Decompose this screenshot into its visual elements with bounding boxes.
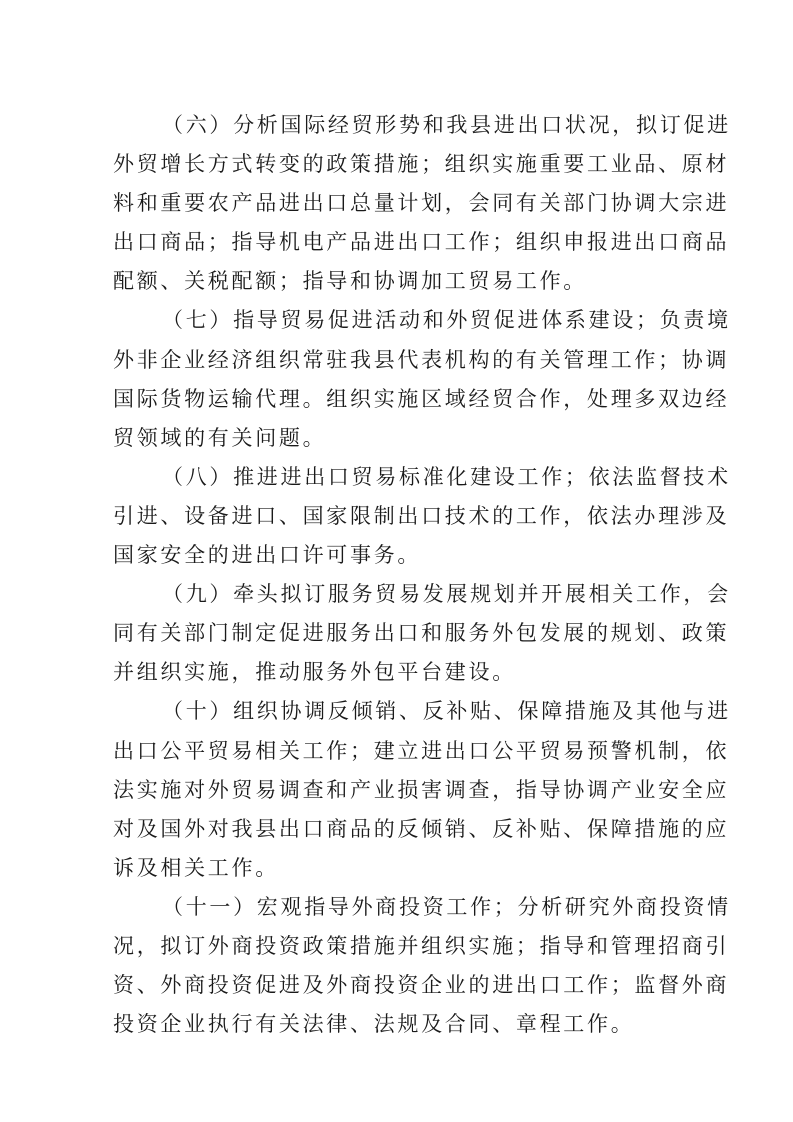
text-line: 贸领域的有关问题。	[113, 425, 327, 450]
text-line: 诉及相关工作。	[113, 855, 279, 880]
text-line: 同有关部门制定促进服务出口和服务外包发展的规划、政策	[113, 621, 730, 646]
text-line: 外非企业经济组织常驻我县代表机构的有关管理工作；协调	[113, 347, 730, 372]
text-line: 并组织实施，推动服务外包平台建设。	[113, 660, 516, 685]
text-line: 出口商品；指导机电产品进出口工作；组织申报进出口商品	[113, 230, 730, 255]
text-line: （十）组织协调反倾销、反补贴、保障措施及其他与进	[162, 699, 731, 724]
text-line: （七）指导贸易促进活动和外贸促进体系建设；负责境	[162, 308, 731, 333]
paragraph-8	[113, 458, 731, 575]
paragraph-6	[113, 106, 731, 301]
text-line: 投资企业执行有关法律、法规及合同、章程工作。	[113, 1012, 635, 1037]
text-line: 资、外商投资促进及外商投资企业的进出口工作；监督外商	[113, 973, 730, 998]
paragraph-9	[113, 575, 731, 692]
paragraph-10	[113, 692, 731, 887]
text-line: 引进、设备进口、国家限制出口技术的工作，依法办理涉及	[113, 503, 730, 528]
paragraph-7	[113, 301, 731, 457]
text-line: 对及国外对我县出口商品的反倾销、反补贴、保障措施的应	[113, 816, 730, 841]
text-line: 国际货物运输代理。组织实施区域经贸合作，处理多双边经	[113, 386, 730, 411]
text-line: 料和重要农产品进出口总量计划，会同有关部门协调大宗进	[113, 191, 730, 216]
text-line: （六）分析国际经贸形势和我县进出口状况，拟订促进	[162, 113, 731, 137]
text-line: 法实施对外贸易调查和产业损害调查，指导协调产业安全应	[113, 777, 730, 802]
text-line: （八）推进进出口贸易标准化建设工作；依法监督技术	[162, 464, 731, 489]
text-line: （十一）宏观指导外商投资工作；分析研究外商投资情	[162, 894, 731, 919]
text-line: 出口公平贸易相关工作；建立进出口公平贸易预警机制，依	[113, 738, 730, 763]
document-body	[113, 106, 731, 1044]
text-line: 况，拟订外商投资政策措施并组织实施；指导和管理招商引	[113, 933, 730, 958]
text-line: 外贸增长方式转变的政策措施；组织实施重要工业品、原材	[113, 152, 730, 177]
text-line: 配额、关税配额；指导和协调加工贸易工作。	[113, 269, 587, 294]
text-line: （九）牵头拟订服务贸易发展规划并开展相关工作，会	[162, 582, 731, 607]
text-line: 国家安全的进出口许可事务。	[113, 543, 422, 568]
paragraph-11	[113, 888, 731, 1044]
